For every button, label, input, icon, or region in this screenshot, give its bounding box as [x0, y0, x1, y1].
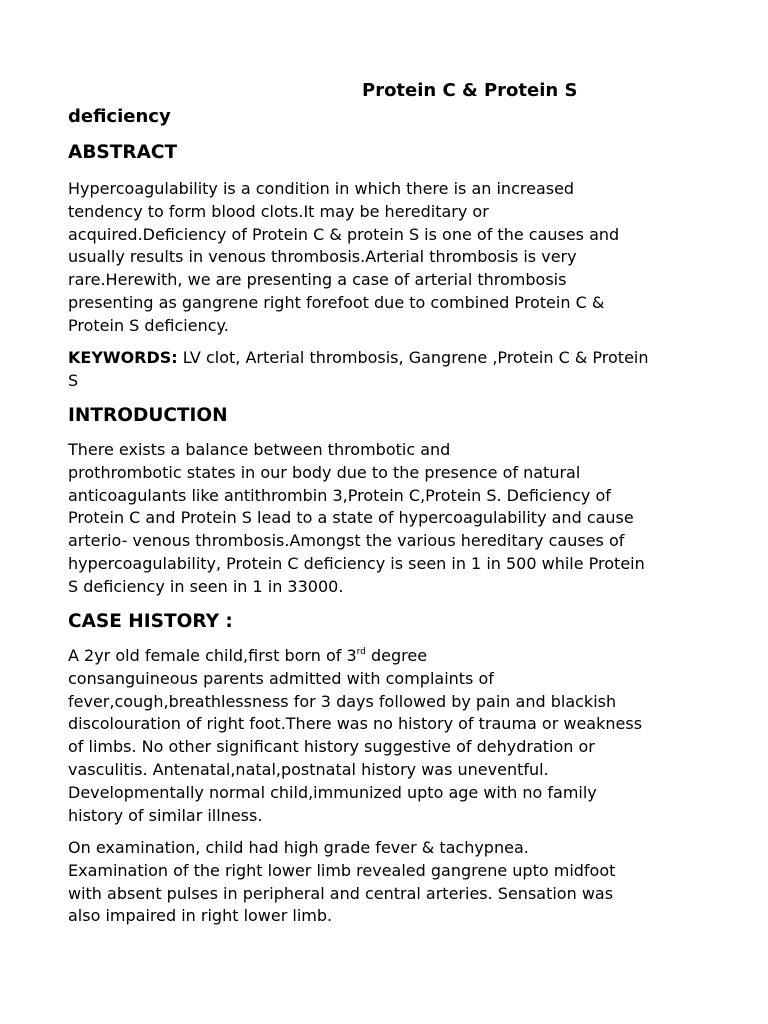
document-title-continued: deficiency	[68, 106, 171, 127]
keywords-paragraph	[68, 347, 708, 393]
ordinal-superscript: rd	[356, 647, 366, 657]
case-history-heading: CASE HISTORY :	[68, 611, 233, 632]
case-history-text-rest: degree consanguineous parents admitted with complaints of fever,cough,breathlessness for 3 days followed by pain and blackish discolouration of right foot.There was no history of trauma or weakness of limbs. No other significant history suggestive of dehydration or vasculitis. Antenatal,natal,postnatal history was uneventful. Developmentally normal child,immunized upto age with no family history of similar illness.	[68, 646, 643, 825]
case-history-paragraph	[68, 645, 708, 827]
examination-paragraph: On examination, child had high grade fever & tachypnea. Examination of the right lower limb revealed gangrene upto midfoot with absent pulses in peripheral and central arteries. Sensation was also impaired in right lower limb.	[68, 838, 616, 926]
introduction-paragraph: There exists a balance between thrombotic and prothrombotic states in our body due to the presence of natural anticoagulants like antithrombin 3,Protein C,Protein S. Deficiency of Protein C and Protein S lead to a state of hypercoagulability and cause arterio- venous thrombosis.Amongst the various hereditary causes of hypercoagulability, Protein C deficiency is seen in 1 in 500 while Protein S deficiency in seen in 1 in 33000.	[68, 440, 645, 596]
keywords-text: LV clot, Arterial thrombosis, Gangrene ,Protein C & Protein S	[68, 348, 649, 390]
abstract-paragraph: Hypercoagulability is a condition in which there is an increased tendency to form blood clots.It may be hereditary or acquired.Deficiency of Protein C & protein S is one of the causes and usually results in venous thrombosis.Arterial thrombosis is very rare.Herewith, we are presenting a case of arterial thrombosis presenting as gangrene right forefoot due to combined Protein C & Protein S deficiency.	[68, 179, 620, 335]
introduction-heading: INTRODUCTION	[68, 405, 228, 426]
document-title: Protein C & Protein S	[362, 80, 578, 101]
abstract-heading: ABSTRACT	[68, 142, 178, 163]
case-history-text-start: A 2yr old female child,first born of 3	[68, 646, 357, 665]
keywords-label: KEYWORDS:	[68, 348, 178, 367]
